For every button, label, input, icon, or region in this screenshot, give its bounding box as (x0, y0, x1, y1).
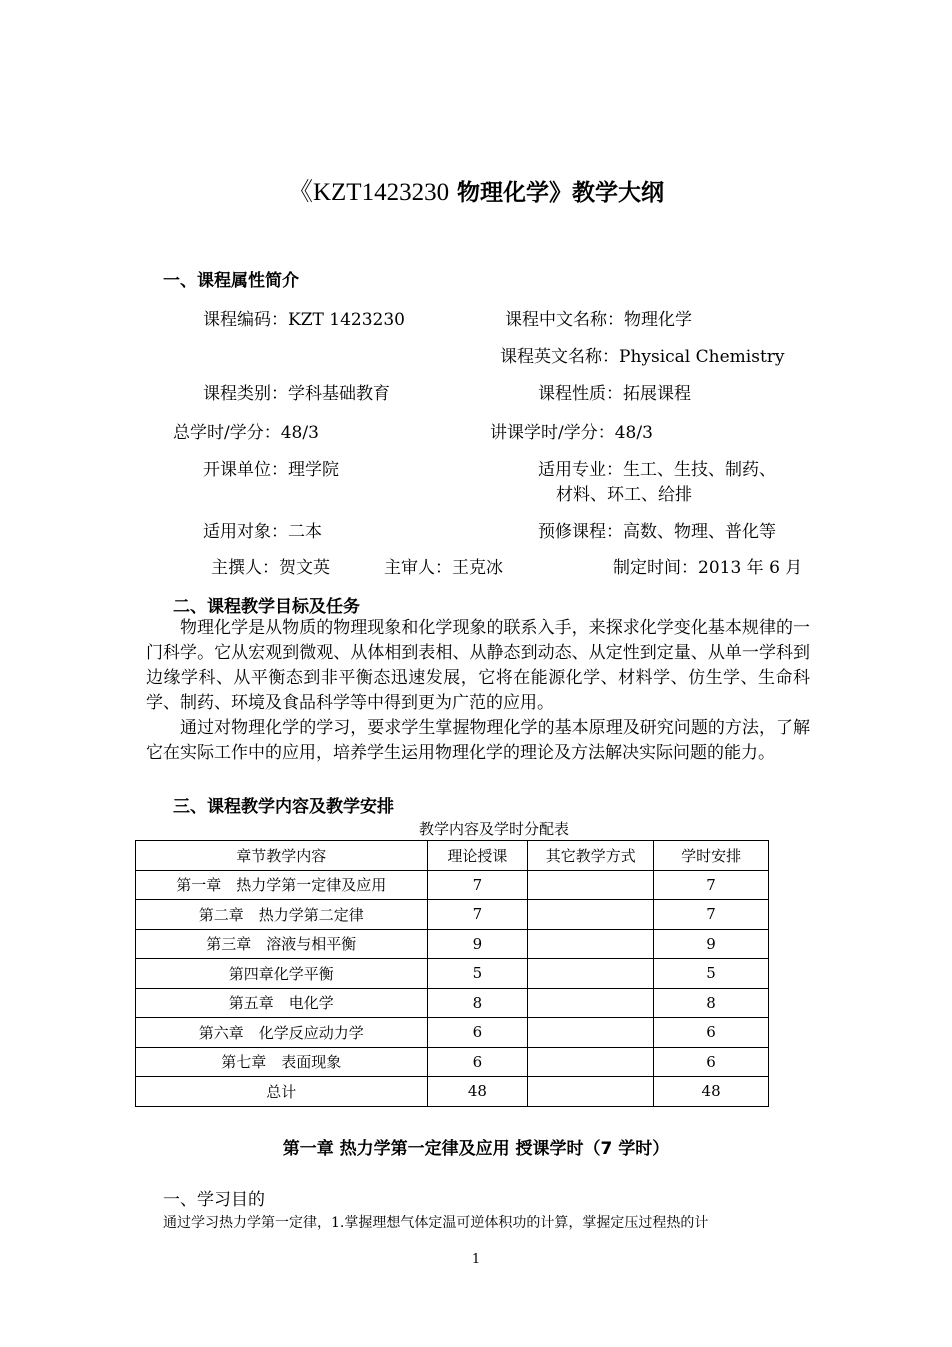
cell-theory: 7 (427, 870, 528, 900)
cell-chapter: 第四章化学平衡 (136, 959, 428, 989)
cell-theory: 8 (427, 988, 528, 1018)
cell-other (528, 988, 654, 1018)
table-header-row (136, 841, 769, 871)
table-row (136, 1018, 769, 1048)
cell-chapter: 第二章 热力学第二定律 (136, 900, 428, 930)
section-3-heading: 三、课程教学内容及教学安排 (173, 797, 394, 817)
title-bracket: 《 (287, 177, 313, 206)
table-row (136, 900, 769, 930)
cell-hours: 5 (654, 959, 769, 989)
course-cn-name: 课程中文名称：物理化学 (505, 310, 692, 330)
cell-other (528, 1047, 654, 1077)
cell-theory: 6 (427, 1018, 528, 1048)
cell-other (528, 870, 654, 900)
header-chapter: 章节教学内容 (136, 841, 428, 871)
cell-chapter: 第一章 热力学第一定律及应用 (136, 870, 428, 900)
objective-paragraph-2: 通过对物理化学的学习，要求学生掌握物理化学的基本原理及研究问题的方法，了解它在实际工作中的应用，培养学生运用物理化学的理论及方法解决实际问题的能力。 (146, 718, 810, 763)
author: 主撰人：贺文英 (211, 558, 330, 578)
cell-other (528, 900, 654, 930)
total-hours: 总学时/学分：48/3 (173, 423, 319, 443)
table-row (136, 988, 769, 1018)
header-theory: 理论授课 (427, 841, 528, 871)
table-row (136, 929, 769, 959)
reviewer: 主审人：王克冰 (384, 558, 503, 578)
cell-hours: 7 (654, 900, 769, 930)
creation-date: 制定时间：2013 年 6 月 (613, 558, 803, 578)
cell-other (528, 929, 654, 959)
cell-chapter: 第三章 溶液与相平衡 (136, 929, 428, 959)
cell-hours: 48 (654, 1077, 769, 1107)
objective-paragraph-1: 物理化学是从物质的物理现象和化学现象的联系入手，来探求化学变化基本规律的一门科学。它从宏观到微观、从体相到表相、从静态到动态、从定性到定量、从单一学科到边缘学科、从平衡态到非平衡态迅速发展，它将在能源化学、材料学、仿生学、生命科学、制药、环境及食品科学等中得到更为广范的应用。 (146, 618, 810, 713)
cell-hours: 9 (654, 929, 769, 959)
table-caption: 教学内容及学时分配表 (418, 820, 569, 838)
cell-theory: 48 (427, 1077, 528, 1107)
target-audience: 适用对象：二本 (203, 522, 322, 542)
cell-hours: 6 (654, 1047, 769, 1077)
cell-chapter: 第七章 表面现象 (136, 1047, 428, 1077)
title-course-name: 物理化学》教学大纲 (457, 180, 665, 206)
table-row (136, 959, 769, 989)
schedule-table (135, 840, 769, 1107)
chapter-1-subheading: 一、学习目的 (163, 1190, 265, 1210)
applicable-majors: 适用专业：生工、生技、制药、 (538, 460, 776, 480)
title-course-code: KZT1423230 (312, 179, 450, 206)
table-row (136, 1047, 769, 1077)
cell-other (528, 1018, 654, 1048)
cell-hours: 8 (654, 988, 769, 1018)
cell-theory: 5 (427, 959, 528, 989)
header-hours: 学时安排 (654, 841, 769, 871)
course-en-name: 课程英文名称：Physical Chemistry (500, 347, 785, 367)
course-nature: 课程性质：拓展课程 (538, 384, 691, 404)
offering-unit: 开课单位：理学院 (203, 460, 339, 480)
course-category: 课程类别：学科基础教育 (203, 384, 390, 404)
document-title (0, 172, 952, 208)
table-total-row (136, 1077, 769, 1107)
prerequisites: 预修课程：高数、物理、普化等 (538, 522, 776, 542)
chapter-1-heading: 第一章 热力学第一定律及应用 授课学时（7 学时） (282, 1139, 670, 1159)
course-code: 课程编码：KZT 1423230 (203, 310, 405, 330)
applicable-majors-cont: 材料、环工、给排 (556, 485, 692, 505)
cell-theory: 6 (427, 1047, 528, 1077)
table-row (136, 870, 769, 900)
cell-theory: 7 (427, 900, 528, 930)
cell-chapter: 第六章 化学反应动力学 (136, 1018, 428, 1048)
section-1-heading: 一、课程属性简介 (163, 271, 299, 291)
chapter-1-text: 通过学习热力学第一定律，1.掌握理想气体定温可逆体积功的计算，掌握定压过程热的计 (163, 1215, 709, 1231)
section-2-body (146, 616, 810, 766)
cell-other (528, 959, 654, 989)
cell-chapter: 总计 (136, 1077, 428, 1107)
lecture-hours: 讲课学时/学分：48/3 (490, 423, 653, 443)
cell-chapter: 第五章 电化学 (136, 988, 428, 1018)
cell-other (528, 1077, 654, 1107)
cell-theory: 9 (427, 929, 528, 959)
cell-hours: 6 (654, 1018, 769, 1048)
section-2-heading: 二、课程教学目标及任务 (173, 597, 360, 617)
header-other: 其它教学方式 (528, 841, 654, 871)
cell-hours: 7 (654, 870, 769, 900)
page-number: 1 (471, 1252, 481, 1267)
